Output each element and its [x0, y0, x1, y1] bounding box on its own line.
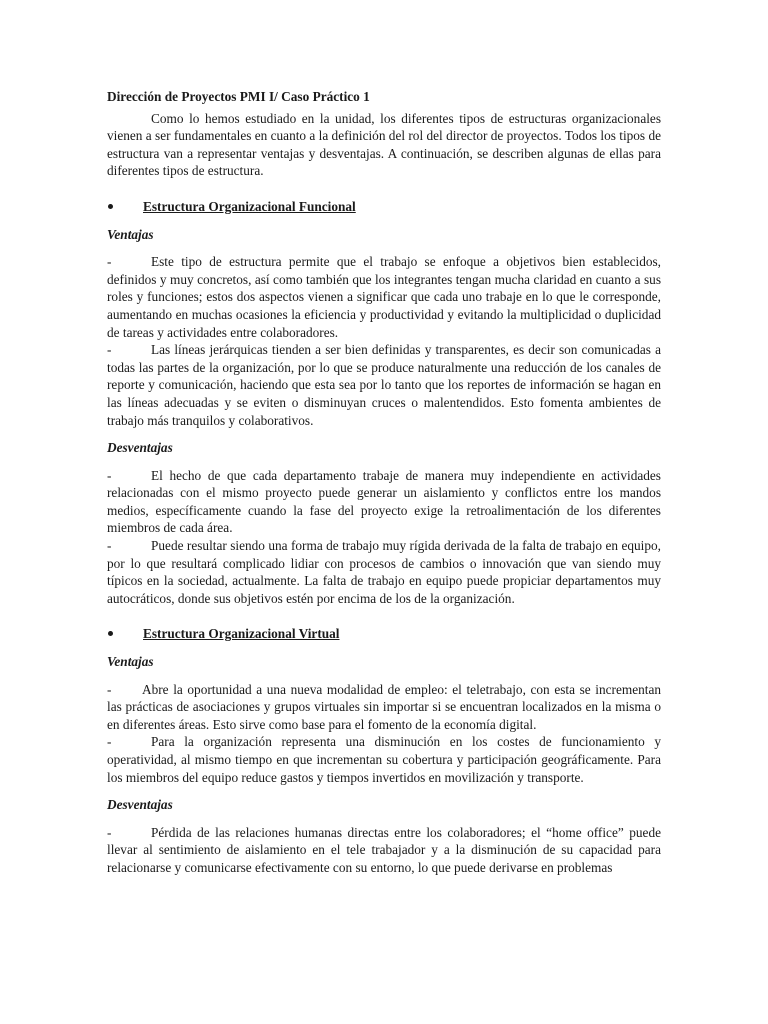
- dash-marker: -: [107, 467, 112, 483]
- list-item-text: Este tipo de estructura permite que el trabajo se enfoque a objetivos bien establecidos, definidos y muy concretos, así como también que los integrantes tengan mucha claridad en cuanto a sus roles y funciones; estos dos aspectos vienen a significar que cada uno trabaje en lo que le corresponde, aumentando en muchas ocasiones la eficiencia y productividad y evitando la multiplicidad o duplicidad de tareas y actividades entre colaboradores.: [107, 254, 661, 340]
- list-item: [107, 537, 661, 607]
- section-heading-text: Estructura Organizacional Funcional: [143, 198, 356, 214]
- bullet-icon: [108, 204, 113, 209]
- section-heading-virtual: [107, 625, 661, 643]
- list-item: [107, 824, 661, 877]
- list-item-text: El hecho de que cada departamento trabaje de manera muy independiente en actividades relacionadas con el mismo proyecto puede generar un aislamiento y conflictos entre los mandos medios, específicamente cuando la fase del proyecto exige la retroalimentación de los diferentes miembros de cada área.: [107, 467, 661, 536]
- document-page: [107, 88, 661, 877]
- dash-marker: -: [107, 538, 112, 554]
- dash-marker: -: [107, 254, 112, 270]
- dash-marker: -: [107, 342, 112, 358]
- list-item: [107, 341, 661, 429]
- list-item: [107, 253, 661, 341]
- list-item-text: Pérdida de las relaciones humanas directas entre los colaboradores; el “home office” puede llevar al sentimiento de aislamiento en el tele trabajador y a la disminución de su capacidad para relacionarse y comunicarse efectivamente con su entorno, lo que puede derivarse en problemas: [107, 824, 661, 875]
- document-title: Dirección de Proyectos PMI I/ Caso Práctico 1: [107, 89, 370, 104]
- ventajas-heading: Ventajas: [107, 654, 154, 670]
- intro-paragraph: Como lo hemos estudiado en la unidad, los diferentes tipos de estructuras organizacionales vienen a ser fundamentales en cuanto a la definición del rol del director de proyectos. Todos los tipos de estructura van a representar ventajas y desventajas. A continuación, se describen algunas de ellas para diferentes tipos de estructura.: [107, 110, 661, 179]
- list-item: [107, 733, 661, 786]
- dash-marker: -: [107, 824, 112, 840]
- dash-marker: -: [107, 734, 112, 750]
- section-heading-funcional: [107, 198, 661, 216]
- list-item: [107, 681, 661, 734]
- list-item-text: Puede resultar siendo una forma de trabajo muy rígida derivada de la falta de trabajo en equipo, por lo que resultará complicado lidiar con procesos de cambios o innovación que van siendo muy típicos en la sociedad, actualmente. La falta de trabajo en equipo puede propiciar departamentos muy autocráticos, donde sus objetivos estén por encima de los de la organización.: [107, 538, 661, 606]
- ventajas-heading: Ventajas: [107, 226, 154, 242]
- dash-marker: -: [107, 681, 112, 697]
- desventajas-heading: Desventajas: [107, 797, 173, 813]
- section-heading-text: Estructura Organizacional Virtual: [143, 626, 340, 642]
- bullet-icon: [108, 631, 113, 636]
- list-item-text: Para la organización representa una disminución en los costes de funcionamiento y operatividad, al mismo tiempo en que incrementan su cobertura y participación geográficamente. Para los miembros del equipo reduce gastos y tiempos invertidos en movilización y transporte.: [107, 734, 661, 785]
- list-item-text: Abre la oportunidad a una nueva modalidad de empleo: el teletrabajo, con esta se incrementan las prácticas de asociaciones y grupos virtuales sin importar si se encuentran localizados en la misma o en diferentes áreas. Esto sirve como base para el fomento de la economía digital.: [107, 681, 661, 732]
- list-item-text: Las líneas jerárquicas tienden a ser bien definidas y transparentes, es decir son comunicadas a todas las partes de la organización, por lo que se produce naturalmente una reducción de los canales de reporte y comunicación, haciendo que esta sea por lo tanto que los reportes de información se hagan en las líneas adecuadas y se eviten o disminuyan cruces o malentendidos. Esto fomenta ambientes de trabajo más tranquilos y colaborativos.: [107, 342, 661, 428]
- desventajas-heading: Desventajas: [107, 440, 173, 456]
- list-item: [107, 467, 661, 537]
